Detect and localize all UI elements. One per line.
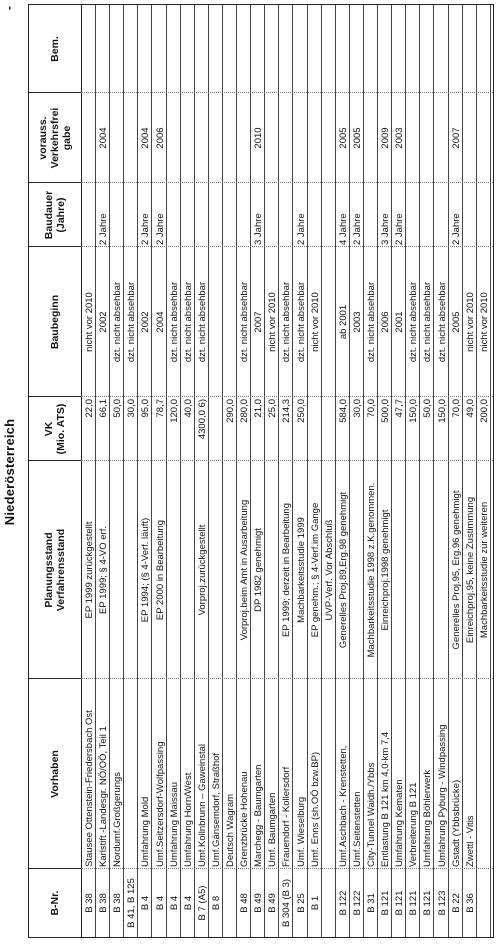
cell-vk: 4300,0 6) — [196, 399, 208, 440]
cell-vorhaben: Gstadt (Ybbsbrücke) — [450, 779, 462, 867]
cell-vorhaben: Frauendorf - Kollersdorf — [281, 766, 293, 867]
cell-vk: 50,0 — [422, 399, 434, 418]
cell-bnr: B 1 — [309, 895, 321, 911]
cell-vorhaben: Entlastung B 121 km 4,0-km 7,4 — [380, 731, 392, 867]
row-underline — [321, 5, 322, 937]
cell-bnr: B 49 — [253, 893, 265, 913]
column-divider — [81, 246, 493, 247]
cell-planung: EP 1999; derzeit in Bearbeitung — [281, 503, 293, 637]
table-row — [351, 5, 364, 937]
cell-freigabe: 2003 — [394, 127, 406, 149]
row-underline — [490, 5, 491, 937]
cell-baudauer: 4 Jahre — [337, 213, 349, 245]
table-row — [295, 5, 308, 937]
cell-baubeginn: dzt. nicht absehbar — [366, 281, 377, 363]
row-underline — [391, 5, 392, 937]
cell-vk: 78,7 — [154, 399, 166, 418]
cell-planung: Vorproj.zurückgestellt — [196, 524, 208, 616]
cell-baubeginn: 2003 — [351, 311, 363, 333]
cell-vk: 150,0 — [408, 399, 420, 423]
cell-vk: 584,0 — [337, 399, 349, 423]
cell-bnr: B 25 — [295, 893, 307, 913]
row-underline — [222, 5, 223, 937]
cell-planung: EP 1999; § 4-VO erf. — [98, 526, 110, 615]
row-underline — [307, 5, 308, 937]
cell-baubeginn: nicht vor 2010 — [464, 292, 476, 352]
cell-vk: 280,0 — [239, 399, 251, 423]
table-row — [450, 5, 463, 937]
cell-baubeginn: 2002 — [98, 311, 110, 333]
row-underline — [278, 5, 279, 937]
row-underline — [363, 5, 364, 937]
cell-freigabe: 2007 — [450, 127, 462, 149]
cell-vorhaben: Zwettl - Vitis — [464, 815, 476, 867]
cell-vk: 25,0 — [267, 399, 279, 418]
cell-vk: 250,0 — [295, 399, 307, 423]
cell-bnr: B 8 — [210, 895, 222, 911]
cell-vorhaben: Karlstift -Landesgr. NÖ/OÖ, Teil 1 — [98, 726, 110, 867]
cell-planung: UVP-Verf. Vor Abschluß — [323, 519, 335, 621]
row-underline — [349, 5, 350, 937]
cell-baubeginn: 2006 — [380, 311, 392, 333]
cell-baubeginn: dzt. nicht absehbar — [196, 281, 208, 363]
cell-vorhaben: City-Tunnel Waidh./Ybbs — [366, 762, 377, 867]
row-underline — [137, 5, 138, 937]
column-divider — [81, 92, 493, 93]
cell-vorhaben: Grenzbrücke Hohenau — [239, 771, 251, 867]
table-row — [238, 5, 251, 937]
table-row — [97, 5, 110, 937]
table-row — [154, 5, 167, 937]
cell-bnr: B 122 — [351, 890, 363, 916]
corner-mark: - — [2, 6, 16, 10]
table-row — [393, 5, 406, 937]
table-row — [337, 5, 350, 937]
cell-vorhaben: Umfahrung Böhlerwerk — [422, 769, 434, 867]
table-row — [478, 5, 491, 937]
cell-vk: 66,1 — [98, 399, 110, 418]
cell-vorhaben: Umfahrung Mold — [140, 796, 152, 867]
row-underline — [109, 5, 110, 937]
cell-baudauer: 2 Jahre — [140, 213, 152, 245]
cell-bnr: B 121 — [380, 890, 392, 916]
row-underline — [264, 5, 265, 937]
cell-baubeginn: 2005 — [450, 311, 462, 333]
cell-baubeginn: 2007 — [253, 311, 265, 333]
cell-bnr: B 36 — [464, 893, 476, 913]
cell-baubeginn: nicht vor 2010 — [267, 292, 279, 352]
cell-baudauer: 3 Jahre — [253, 213, 265, 245]
cell-freigabe: 2010 — [253, 127, 265, 149]
row-underline — [180, 5, 181, 937]
cell-baubeginn: dzt. nicht absehbar — [422, 281, 434, 363]
header-vorhaben: Vorhaben — [29, 678, 81, 869]
header-planung: Planungsstand Verfahrensstand — [29, 460, 81, 679]
cell-vorhaben: Deutsch Wagram — [225, 793, 236, 867]
cell-baubeginn: dzt. nicht absehbar — [408, 281, 420, 363]
cell-vorhaben: Verbreiterung B 121 — [408, 782, 420, 867]
cell-planung: Einreichproj.95, keine Zustimmung — [464, 496, 476, 644]
cell-bnr: B 123 — [436, 890, 448, 916]
column-divider — [81, 868, 493, 869]
cell-vk: 49,0 — [464, 399, 476, 418]
cell-bnr: B 31 — [366, 893, 377, 913]
cell-vk: 150,0 — [436, 399, 448, 423]
cell-bnr: B 7 (A5) — [196, 885, 208, 921]
cell-baubeginn: 2001 — [394, 311, 406, 333]
cell-bnr: B 4 — [168, 895, 180, 911]
cell-vk: 95,0 — [140, 399, 152, 418]
table-row — [252, 5, 265, 937]
cell-bnr: B 304 (B 3) — [281, 878, 293, 928]
table-row — [210, 5, 223, 937]
table-row — [280, 5, 293, 937]
cell-baudauer: 3 Jahre — [380, 213, 392, 245]
cell-planung: EP genehm.; § 4-Verf.im Gange — [309, 502, 321, 638]
cell-baudauer: 2 Jahre — [295, 213, 307, 245]
cell-bnr: B 49 — [267, 893, 279, 913]
cell-bnr: B 121 — [394, 890, 406, 916]
table-row — [196, 5, 209, 937]
cell-bnr: B 41, B 125 — [126, 878, 138, 928]
row-underline — [476, 5, 477, 937]
cell-baudauer: 2 Jahre — [351, 213, 363, 245]
cell-planung: Machbarkeitsstudie 1999 — [295, 517, 307, 623]
cell-baubeginn: dzt. nicht absehbar — [239, 281, 251, 363]
table-row — [379, 5, 392, 937]
table-row — [83, 5, 96, 937]
cell-freigabe: 2004 — [98, 127, 110, 149]
cell-vk: 70,0 — [366, 399, 377, 418]
row-underline — [123, 5, 124, 937]
cell-vorhaben: Umf.Kollnbrunn – Gaweinstal — [196, 743, 208, 867]
cell-vk: 120,0 — [168, 399, 180, 423]
table-row — [224, 5, 237, 937]
table-row — [365, 5, 378, 937]
row-underline — [405, 5, 406, 937]
row-underline — [433, 5, 434, 937]
cell-planung: Machbarkeitsstudie 1998 z.K.genommen. — [366, 482, 377, 658]
cell-vk: 500,0 — [380, 399, 392, 423]
cell-vorhaben: Umfahrung Pyburg - Windpassing — [436, 724, 448, 867]
cell-vorhaben: Umf.Aschbach - Krenstetten, — [337, 745, 349, 867]
cell-bnr: B 122 — [337, 890, 349, 916]
cell-vorhaben: Marchegg - Baumgarten — [253, 764, 265, 867]
cell-bnr: B 38 — [84, 893, 95, 913]
cell-vk: 70,0 — [450, 399, 462, 418]
table-row — [436, 5, 449, 937]
row-underline — [194, 5, 195, 937]
cell-planung: Vorproj.beim Amt in Ausarbeitung — [239, 499, 251, 641]
table-row — [323, 5, 336, 937]
cell-baubeginn: nicht vor 2010 — [84, 292, 95, 352]
row-underline — [208, 5, 209, 937]
header-baudauer: Baudauer (Jahre) — [29, 182, 81, 247]
cell-freigabe: 2005 — [337, 127, 349, 149]
cell-baudauer: 2 Jahre — [394, 213, 406, 245]
cell-vorhaben: Umf. Baumgarten — [267, 792, 279, 867]
header-freigabe: vorauss. Verkehrsfrei gabe — [29, 92, 81, 183]
cell-planung: Generelles Proj.95, Erg.96 genehmigt — [450, 490, 462, 650]
cell-vorhaben: Umfahrung Horn/West — [182, 772, 194, 867]
cell-bnr: B 4 — [140, 895, 152, 911]
cell-baubeginn: dzt. nicht absehbar — [436, 281, 448, 363]
cell-baubeginn: dzt. nicht absehbar — [168, 281, 180, 363]
cell-baudauer: 2 Jahre — [154, 213, 166, 245]
project-table — [28, 4, 494, 938]
cell-vk: 214,3 — [281, 399, 293, 423]
page-title: Niederösterreich — [2, 418, 17, 526]
cell-bnr: B 4 — [154, 895, 166, 911]
cell-baubeginn: dzt. nicht absehbar — [182, 281, 194, 363]
cell-baudauer: 2 Jahre — [98, 213, 110, 245]
cell-bnr: B 4 — [182, 895, 194, 911]
cell-baubeginn: nicht vor 2010 — [309, 292, 321, 352]
cell-planung: EP 1999 zurückgestellt — [84, 521, 95, 619]
cell-freigabe: 2004 — [140, 127, 152, 149]
table-row — [421, 5, 434, 937]
cell-freigabe: 2006 — [154, 127, 166, 149]
cell-planung: Generelles Proj.89,Erg.98 genehmigt — [337, 491, 349, 649]
table-header — [29, 5, 82, 937]
cell-vk: 50,0 — [112, 399, 124, 418]
table-row — [309, 5, 322, 937]
cell-bnr: B 121 — [422, 890, 434, 916]
column-divider — [81, 460, 493, 461]
header-bnr: B-Nr. — [29, 868, 81, 937]
cell-bnr: B 22 — [450, 893, 462, 913]
cell-planung: Machbarkeitsstudie zur weiteren — [478, 501, 490, 639]
cell-vorhaben: Umf. Wieselburg — [295, 796, 307, 867]
cell-vorhaben: Umfahrung Maissau — [168, 781, 180, 867]
cell-vk: 30,0 — [126, 399, 138, 418]
cell-vk: 290,0 — [225, 399, 236, 423]
cell-planung: EP 1994; (§ 4-Verf. läuft) — [140, 517, 152, 623]
header-bem: Bem. — [49, 36, 61, 62]
cell-baubeginn: nicht vor 2010 — [478, 292, 490, 352]
cell-baubeginn: dzt. nicht absehbar — [126, 281, 138, 363]
row-underline — [151, 5, 152, 937]
row-underline — [419, 5, 420, 937]
cell-vorhaben: Stausee Ottenstein-Friedersbach Ost — [84, 710, 95, 867]
cell-baubeginn: 2004 — [154, 311, 166, 333]
cell-vk: 30,0 — [351, 399, 363, 418]
cell-baubeginn: dzt. nicht absehbar — [112, 281, 124, 363]
cell-vorhaben: Umf. Enns (sh.OÖ bzw.BP) — [309, 751, 321, 867]
cell-vorhaben: Umf.Seitenstetten — [351, 791, 363, 867]
cell-freigabe: 2005 — [351, 127, 363, 149]
table-row — [125, 5, 138, 937]
table-row — [139, 5, 152, 937]
row-underline — [335, 5, 336, 937]
cell-vorhaben: Umfahrung Kematen — [394, 779, 406, 867]
cell-planung: EP 2000 in Bearbeitung — [154, 519, 166, 621]
cell-vk: 22,0 — [84, 399, 95, 418]
cell-freigabe: 2009 — [380, 127, 392, 149]
row-underline — [95, 5, 96, 937]
row-underline — [236, 5, 237, 937]
column-divider — [81, 678, 493, 679]
cell-vk: 21,0 — [253, 399, 265, 418]
table-row — [266, 5, 279, 937]
cell-planung: Einreichproj.1998 genehmigt — [380, 509, 392, 631]
cell-bnr: B 38 — [112, 893, 124, 913]
cell-vorhaben: Umf.Gänsemdorf, Straßhof — [210, 752, 222, 867]
cell-baudauer: 2 Jahre — [450, 213, 462, 245]
cell-baubeginn: 2002 — [140, 311, 152, 333]
cell-baubeginn: dzt. nicht absehbar — [295, 281, 307, 363]
cell-vk: 200,0 — [478, 399, 490, 423]
row-underline — [166, 5, 167, 937]
column-divider — [81, 182, 493, 183]
header-baubeginn: Baubeginn — [29, 246, 81, 397]
row-underline — [292, 5, 293, 937]
column-divider — [81, 396, 493, 397]
row-underline — [448, 5, 449, 937]
row-underline — [377, 5, 378, 937]
row-underline — [462, 5, 463, 937]
row-underline — [250, 5, 251, 937]
cell-planung: DP 1982 genehmigt — [253, 528, 265, 612]
cell-vorhaben: Nordumf.Großgerungs — [112, 771, 124, 867]
cell-vorhaben: Umf.Seitzersdorf-Wolfpassing — [154, 741, 166, 867]
cell-bnr: B 48 — [239, 893, 251, 913]
cell-vk: 47,7 — [394, 399, 406, 418]
cell-bnr: B 121 — [408, 890, 420, 916]
table-row — [407, 5, 420, 937]
cell-baubeginn: dzt. nicht absehbar — [281, 281, 293, 363]
table-row — [168, 5, 181, 937]
cell-baubeginn: ab 2001 — [337, 304, 349, 340]
cell-bnr: B 38 — [98, 893, 110, 913]
cell-vk: 40,0 — [182, 399, 194, 418]
header-vk: VK (Mio. ATS) — [29, 396, 81, 461]
table-row — [182, 5, 195, 937]
table-row — [111, 5, 124, 937]
table-row — [464, 5, 477, 937]
